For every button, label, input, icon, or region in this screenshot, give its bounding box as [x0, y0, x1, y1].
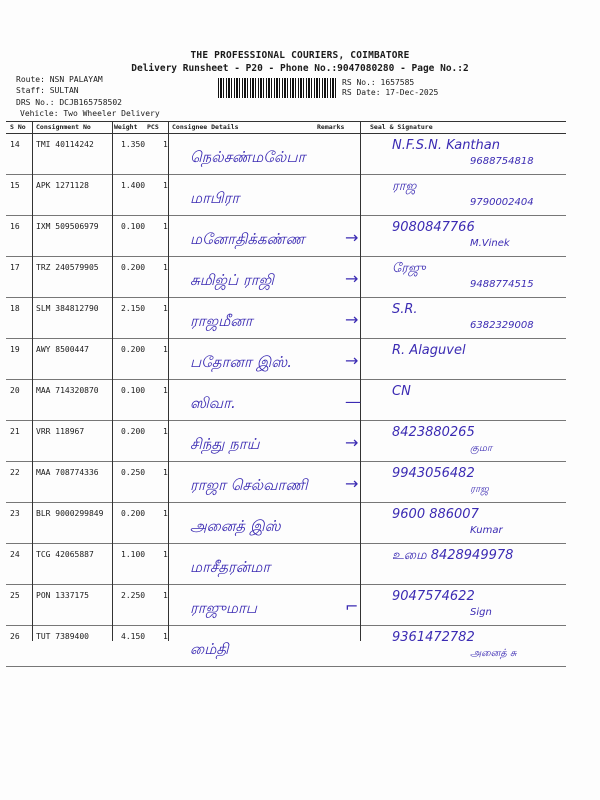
- row-pcs: 1: [163, 550, 168, 559]
- row-weight: 2.250: [121, 591, 146, 600]
- row-pcs: 1: [163, 386, 168, 395]
- row-consignment: PON 1337175: [36, 591, 89, 600]
- col-pcs: PCS: [147, 123, 159, 131]
- signature-note: 9688754818: [470, 156, 534, 167]
- row-consignment: APK 1271128: [36, 181, 89, 190]
- row-sno: 14: [10, 140, 20, 149]
- signature-note: அனைத் சு: [470, 648, 517, 659]
- row-sno: 26: [10, 632, 20, 641]
- signature-line: 9047574622: [392, 589, 475, 604]
- signature-line: S.R.: [392, 302, 418, 317]
- row-consignment: TRZ 240579905: [36, 263, 99, 272]
- document-subtitle: Delivery Runsheet - P20 - Phone No.:9047080280 - Page No.:2: [131, 63, 469, 74]
- row-sno: 18: [10, 304, 20, 313]
- consignee-handwriting: மாசீதரன்மா: [190, 558, 271, 576]
- row-weight: 0.250: [121, 468, 146, 477]
- row-pcs: 1: [163, 509, 168, 518]
- row-pcs: 1: [163, 427, 168, 436]
- signature-line: 8423880265: [392, 425, 475, 440]
- remark-mark: —: [345, 392, 361, 411]
- table-row: [6, 626, 566, 667]
- signature-line: 9600 886007: [392, 507, 479, 522]
- vehicle-label: Vehicle: Two Wheeler Delivery: [20, 109, 160, 118]
- row-consignment: AWY 8500447: [36, 345, 89, 354]
- remark-mark: →: [345, 351, 359, 370]
- row-sno: 17: [10, 263, 20, 272]
- signature-note: 9790002404: [470, 197, 534, 208]
- remark-mark: →: [345, 433, 359, 452]
- remark-mark: →: [345, 228, 359, 247]
- row-sno: 25: [10, 591, 20, 600]
- consignee-handwriting: மனோதிக்கண்ண: [190, 230, 305, 248]
- col-consignment: Consignment No: [36, 123, 91, 131]
- consignee-handwriting: மாபிரா: [190, 189, 240, 207]
- row-weight: 4.150: [121, 632, 146, 641]
- row-weight: 0.100: [121, 222, 146, 231]
- row-weight: 0.200: [121, 345, 146, 354]
- signature-note: ராஜ: [470, 484, 489, 495]
- consignee-handwriting: ராஜுமாப: [190, 599, 257, 617]
- col-sno: S No: [10, 123, 26, 131]
- row-consignment: IXM 509506979: [36, 222, 99, 231]
- document-title: THE PROFESSIONAL COURIERS, COIMBATORE: [190, 50, 410, 61]
- row-pcs: 1: [163, 468, 168, 477]
- row-pcs: 1: [163, 140, 168, 149]
- consignee-handwriting: அனைத் இஸ்: [190, 517, 281, 535]
- row-consignment: TMI 40114242: [36, 140, 94, 149]
- table-row: [6, 257, 566, 298]
- consignee-handwriting: ஸிவா.: [190, 394, 236, 412]
- table-row: [6, 380, 566, 421]
- row-weight: 1.100: [121, 550, 146, 559]
- divider: [360, 121, 361, 641]
- signature-note: Sign: [470, 607, 492, 618]
- row-sno: 24: [10, 550, 20, 559]
- rs-date: RS Date: 17-Dec-2025: [342, 88, 439, 97]
- consignee-handwriting: ராஜா செல்வாணி: [190, 476, 308, 494]
- remark-mark: →: [345, 310, 359, 329]
- row-consignment: MAA 714320870: [36, 386, 99, 395]
- row-consignment: SLM 384812790: [36, 304, 99, 313]
- col-remarks: Remarks: [317, 123, 345, 131]
- signature-note: 6382329008: [470, 320, 534, 331]
- consignee-handwriting: மை்தி: [190, 640, 229, 658]
- signature-line: 9080847766: [392, 220, 475, 235]
- drs-number: DRS No.: DCJB165758502: [16, 98, 122, 107]
- table-header: [6, 121, 566, 134]
- row-sno: 15: [10, 181, 20, 190]
- row-sno: 22: [10, 468, 20, 477]
- signature-line: உமை 8428949978: [392, 548, 514, 563]
- row-sno: 19: [10, 345, 20, 354]
- row-sno: 23: [10, 509, 20, 518]
- signature-line: CN: [392, 384, 411, 399]
- signature-note: 9488774515: [470, 279, 534, 290]
- staff-label: Staff: SULTAN: [16, 86, 79, 95]
- signature-note: M.Vinek: [470, 238, 510, 249]
- row-pcs: 1: [163, 632, 168, 641]
- row-sno: 20: [10, 386, 20, 395]
- row-pcs: 1: [163, 263, 168, 272]
- row-pcs: 1: [163, 222, 168, 231]
- consignee-handwriting: நெல்சண்மலே்பா: [190, 148, 306, 166]
- row-weight: 0.200: [121, 509, 146, 518]
- col-seal: Seal & Signature: [370, 123, 433, 131]
- remark-mark: →: [345, 474, 359, 493]
- row-consignment: VRR 118967: [36, 427, 85, 436]
- route-label: Route: NSN PALAYAM: [16, 75, 103, 84]
- consignee-handwriting: ராஜமீனா: [190, 312, 253, 330]
- divider: [168, 121, 169, 641]
- table-row: [6, 175, 566, 216]
- row-weight: 0.200: [121, 427, 146, 436]
- consignee-handwriting: சுமிஜ்ப் ராஜி: [190, 271, 274, 289]
- row-weight: 0.200: [121, 263, 146, 272]
- col-consignee: Consignee Details: [172, 123, 239, 131]
- row-sno: 21: [10, 427, 20, 436]
- signature-line: 9361472782: [392, 630, 475, 645]
- row-weight: 1.400: [121, 181, 146, 190]
- signature-line: N.F.S.N. Kanthan: [392, 138, 500, 153]
- row-weight: 0.100: [121, 386, 146, 395]
- remark-mark: ⌐: [345, 597, 359, 616]
- divider: [112, 121, 113, 641]
- table-row: [6, 585, 566, 626]
- row-pcs: 1: [163, 591, 168, 600]
- divider: [32, 121, 33, 641]
- row-pcs: 1: [163, 345, 168, 354]
- row-weight: 2.150: [121, 304, 146, 313]
- signature-line: ரேஜு: [392, 261, 426, 276]
- barcode-image: [218, 78, 338, 98]
- row-sno: 16: [10, 222, 20, 231]
- col-weight: Weight: [114, 123, 138, 131]
- signature-line: 9943056482: [392, 466, 475, 481]
- table-row: [6, 421, 566, 462]
- row-pcs: 1: [163, 181, 168, 190]
- signature-line: ராஜ: [392, 179, 417, 194]
- row-consignment: TCG 42065887: [36, 550, 94, 559]
- row-consignment: TUT 7389400: [36, 632, 89, 641]
- consignee-handwriting: சிந்து நாய்: [190, 435, 260, 453]
- row-weight: 1.350: [121, 140, 146, 149]
- row-pcs: 1: [163, 304, 168, 313]
- consignee-handwriting: பதோனா இஸ்.: [190, 353, 293, 371]
- table-row: [6, 503, 566, 544]
- rs-number: RS No.: 1657585: [342, 78, 415, 87]
- table-row: [6, 298, 566, 339]
- signature-line: R. Alaguvel: [392, 343, 466, 358]
- row-consignment: MAA 708774336: [36, 468, 99, 477]
- row-consignment: BLR 9000299849: [36, 509, 104, 518]
- remark-mark: →: [345, 269, 359, 288]
- signature-note: Kumar: [470, 525, 503, 536]
- signature-note: குமா: [470, 443, 493, 454]
